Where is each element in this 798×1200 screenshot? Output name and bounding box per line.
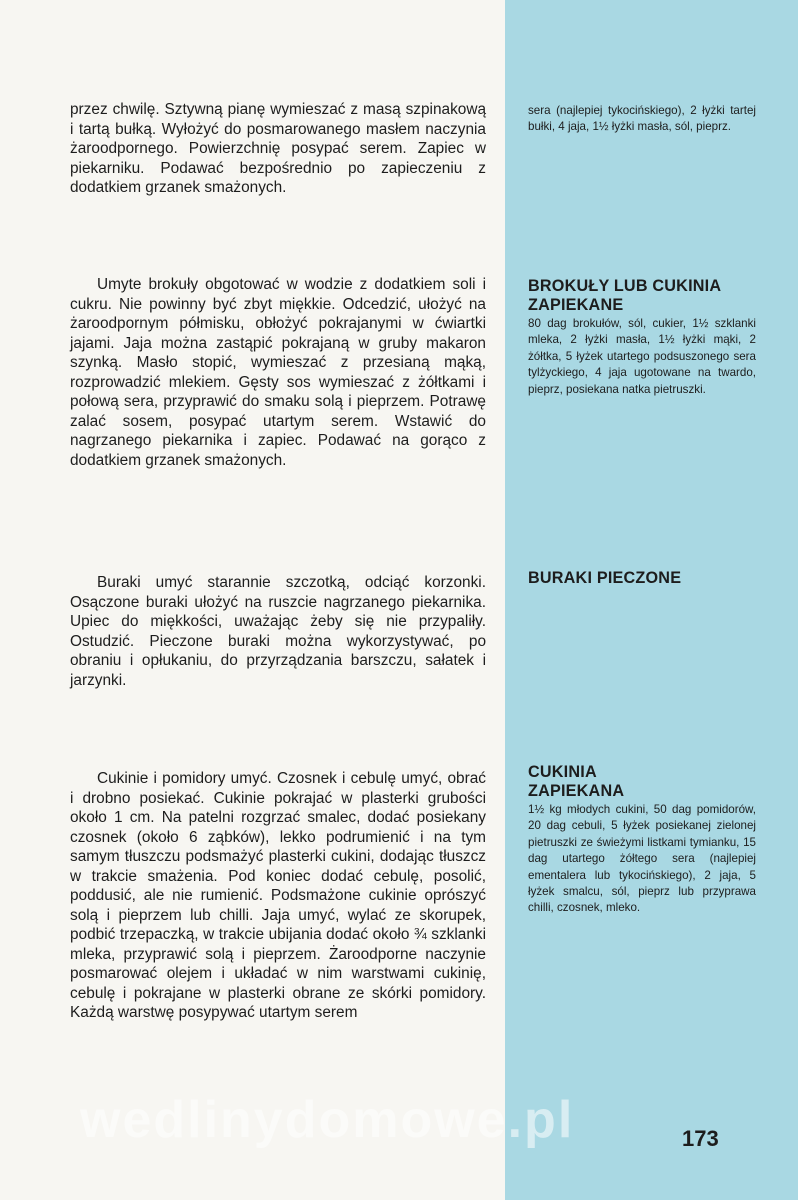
page-number: 173 — [682, 1126, 719, 1151]
sidebar-panel — [505, 0, 798, 1200]
ingredients-spinach-end — [528, 103, 756, 136]
recipe-title: BURAKI PIECZONE — [528, 569, 682, 587]
recipe-title: CUKINIA ZAPIEKANA — [528, 763, 625, 800]
paragraph-zucchini: Cukinie i pomidory umyć. Czosnek i cebulę umyć, obrać i drobno posiekać. Cukinie pokrajać w plasterki grubości około 1 cm. Na patelni rozgrzać smalec, dodać posiekany czosnek (około 6 ząbków), lekko podrumienić i na tym samym tłuszczu podsmażyć plasterki cukini, dodając tłuszcz w trakcie smażenia. Pod koniec dodać cebulę, posolić, poddusić, ale nie rumienić. Podsmażone cukinie oprószyć solą i pieprzem lub chilli. Jaja umyć, wylać ze skorupek, podbić trzepaczką, w trakcie ubijania dodać około ¾ szklanki mleka, przyprawić solą i pieprzem. Żaroodporne naczynie posmarować olejem i układać w nim warstwami cukinię, cebulę i pokrajane w plasterki obrane ze skórki pomidory. Każdą warstwę posypywać utartym serem — [70, 770, 486, 1021]
recipe-zucchini — [528, 763, 756, 917]
ingredients-text: 1½ kg młodych cukini, 50 dag pomidorów, 20 dag cebuli, 5 łyżek posiekanej zielonej pietruszki ze świeżymi listkami tymianku, 15 dag utartego żółtego sera (najlepiej ementalera lub tykocińskiego), 2 jaja, 5 łyżek smalcu, sól, pieprz lub przyprawa chilli, czosnek, mleko. — [528, 803, 756, 915]
paragraph-spinach-end: przez chwilę. Sztywną pianę wymieszać z masą szpinakową i tartą bułką. Wyłożyć do posmarowanego masłem naczynia żaroodpornego. Powierzchnię posypać serem. Zapiec w piekarniku. Podawać bezpośrednio po zapieczeniu z dodatkiem grzanek smażonych. — [70, 101, 486, 196]
ingredients-text: 80 dag brokułów, sól, cukier, 1½ szklanki mleka, 2 łyżki masła, 1½ łyżki mąki, 2 żółtka, 5 łyżek utartego podsuszonego sera tylżyckiego, 4 jaja ugotowane na twardo, pieprz, posiekana natka pietruszki. — [528, 317, 756, 396]
paragraph-beets: Buraki umyć starannie szczotką, odciąć korzonki. Osączone buraki ułożyć na ruszcie nagrzanego piekarnika. Upiec do miękkości, uważając żeby się nie przypaliły. Ostudzić. Pieczone buraki można wykorzystywać, po obraniu i opłukaniu, do przyrządzania barszczu, sałatek i jarzynki. — [70, 574, 486, 689]
ingredients-text: sera (najlepiej tykocińskiego), 2 łyżki tartej bułki, 4 jaja, 1½ łyżki masła, sól, pieprz. — [528, 104, 756, 134]
paragraph-broccoli: Umyte brokuły obgotować w wodzie z dodatkiem soli i cukru. Nie powinny być zbyt miękkie. Odcedzić, ułożyć na żaroodpornym półmisku, obłożyć pokrajanymi w ćwiartki jajami. Jaja można zastąpić pokrajaną w gruby makaron szynką. Masło stopić, wymieszać z przesianą mąką, rozprowadzić mlekiem. Gęsty sos wymieszać z żółtkami i połową sera, przyprawić do smaku solą i pieprzem. Potrawę zalać sosem, posypać utartym serem. Wstawić do nagrzanego piekarnika i zapiec. Podawać na gorąco z dodatkiem grzanek smażonych. — [70, 276, 486, 469]
watermark: wedlinydomowe.pl — [80, 1091, 575, 1149]
recipe-title: BROKUŁY LUB CUKINIA ZAPIEKANE — [528, 277, 721, 314]
recipe-broccoli — [528, 277, 756, 398]
recipe-beets — [528, 569, 756, 588]
